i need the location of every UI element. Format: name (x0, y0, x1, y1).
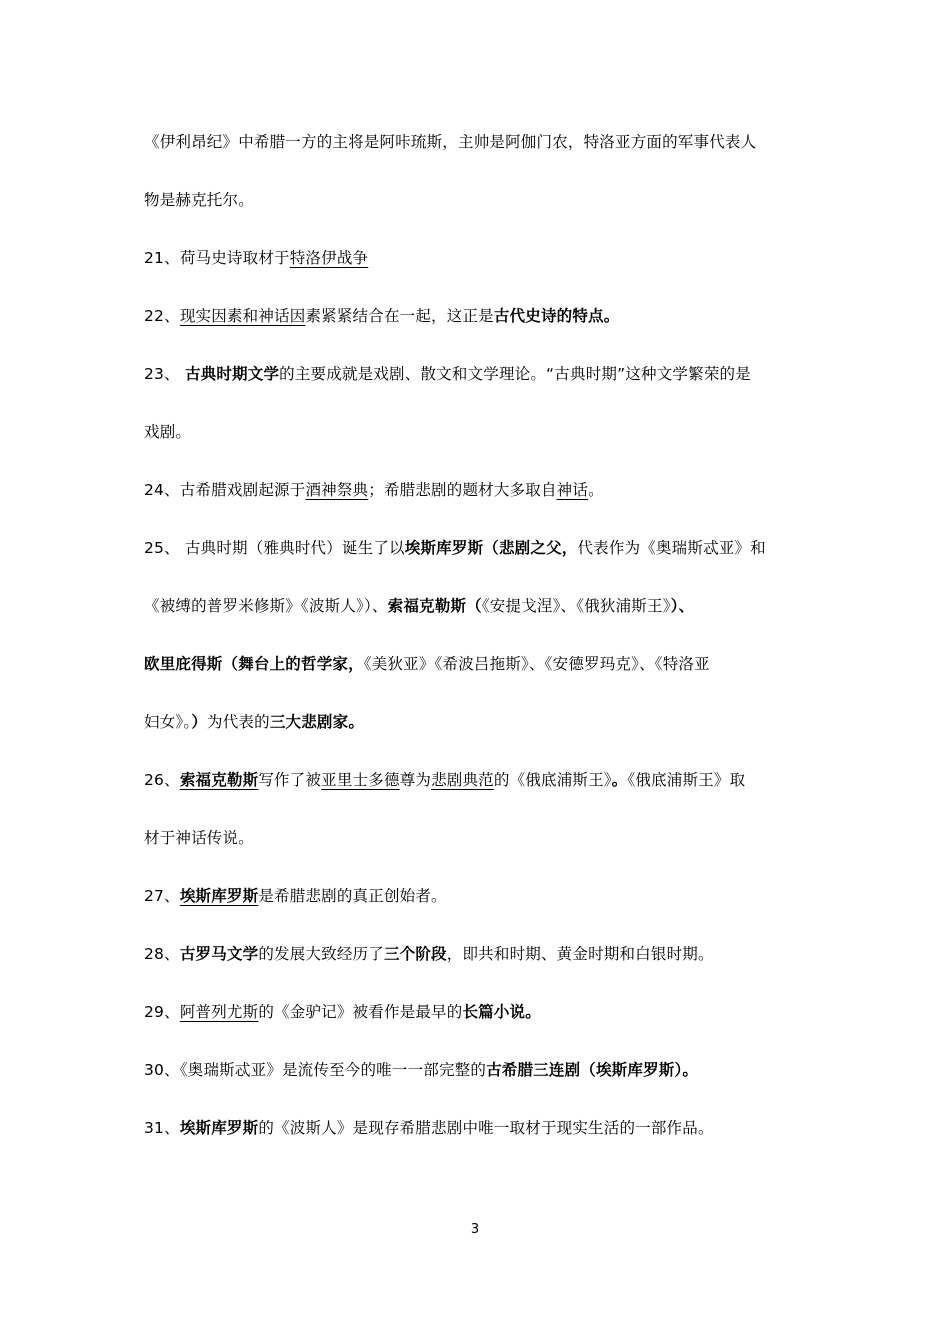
text: 《美狄亚》《希波吕拖斯》、《安德罗玛克》、《特洛亚 (363, 655, 710, 673)
bold-answer: 古典时期文学 (184, 365, 280, 383)
text: 的《俄底浦斯王》 (493, 771, 612, 789)
item-28 (144, 944, 824, 964)
item-25-cont-3 (144, 712, 824, 732)
bold-answer: 三大悲剧家。 (269, 713, 365, 731)
text-line-iliad (144, 132, 824, 152)
bold-answer: 埃斯库罗斯（悲剧之父， (404, 539, 578, 557)
underlined-answer: 特洛伊战争 (289, 249, 369, 267)
text: 的《金驴记》被看作是最早的 (258, 1003, 463, 1021)
text: 《安提戈涅》、《俄狄浦斯王》 (481, 597, 671, 615)
underlined-answer: 阿普列尤斯 (179, 1003, 259, 1021)
underlined-answer: 埃斯库罗斯 (179, 887, 259, 905)
text: 31、 (144, 1119, 180, 1137)
bold-answer: 古罗马文学 (179, 945, 259, 963)
text: 25、 古典时期（雅典时代）诞生了以 (144, 539, 405, 557)
text: 29、 (144, 1003, 180, 1021)
item-31 (144, 1118, 824, 1138)
item-23-cont (144, 422, 824, 442)
text-line-iliad-cont (144, 190, 824, 210)
text: 物是赫克托尔。 (144, 191, 254, 209)
text: 的主要成就是戏剧、散文和文学理论。“古典时期”这种文学繁荣的是 (279, 365, 751, 383)
item-26-cont (144, 828, 824, 848)
page-number: 3 (470, 1222, 480, 1237)
text: 的发展大致经历了 (258, 945, 384, 963)
text: 30、《奥瑞斯忒亚》是流传至今的唯一一部完整的 (144, 1061, 487, 1079)
item-25 (144, 538, 824, 558)
underlined-answer: 悲剧典范 (431, 771, 494, 789)
text: ，即共和时期、黄金时期和白银时期。 (446, 945, 714, 963)
text: 写作了被 (258, 771, 322, 789)
text: 素紧紧结合在一起，这正是 (305, 307, 494, 325)
item-21 (144, 248, 824, 268)
item-23 (144, 364, 824, 384)
bold-answer: ）、 (670, 597, 695, 615)
bold-answer: 古希腊三连剧（埃斯库罗斯）。 (486, 1061, 699, 1079)
text: 26、 (144, 771, 180, 789)
item-30 (144, 1060, 824, 1080)
underlined-answer: 索福克勒斯 (179, 771, 259, 789)
text: 戏剧。 (144, 423, 192, 441)
bold-answer: ） (191, 713, 208, 731)
bold-punctuation: 。 (611, 771, 628, 789)
text: 《伊利昂纪》中希腊一方的主将是阿咔琉斯，主帅是阿伽门农，特洛亚方面的军事代表人 (144, 133, 757, 151)
underlined-answer: 现实因素和神话因 (179, 307, 306, 325)
item-24 (144, 480, 824, 500)
item-26 (144, 770, 824, 790)
underlined-answer: 神话 (556, 481, 589, 499)
text: 28、 (144, 945, 180, 963)
bold-answer: 古代史诗的特点。 (493, 307, 620, 325)
underlined-answer: 亚里士多德 (321, 771, 400, 789)
text: 尊为 (399, 771, 432, 789)
text: 22、 (144, 307, 180, 325)
text: 妇女》。 (144, 713, 192, 731)
text: 是希腊悲剧的真正创始者。 (258, 887, 447, 905)
text: 《被缚的普罗米修斯》《波斯人》）、 (144, 597, 388, 615)
item-27 (144, 886, 824, 906)
item-25-cont-1 (144, 596, 824, 616)
text: 的《波斯人》是现存希腊悲剧中唯一取材于现实生活的一部作品。 (258, 1119, 714, 1137)
item-22 (144, 306, 824, 326)
text: 21、荷马史诗取材于 (144, 249, 290, 267)
text: 为代表的 (207, 713, 270, 731)
item-25-cont-2 (144, 654, 824, 674)
underlined-answer: 酒神祭典 (305, 481, 369, 499)
text: 24、古希腊戏剧起源于 (144, 481, 306, 499)
text: 材于神话传说。 (144, 829, 254, 847)
bold-answer: 三个阶段 (383, 945, 447, 963)
bold-answer: 长篇小说。 (462, 1003, 541, 1021)
item-29 (144, 1002, 824, 1022)
text: 代表作为《奥瑞斯忒亚》和 (577, 539, 766, 557)
text: 《俄底浦斯王》取 (627, 771, 746, 789)
text: ；希腊悲剧的题材大多取自 (368, 481, 557, 499)
text: 。 (588, 481, 604, 499)
text: 27、 (144, 887, 180, 905)
bold-answer: 欧里庇得斯（舞台上的哲学家， (144, 655, 364, 673)
bold-answer: 索福克勒斯（ (387, 597, 482, 615)
bold-answer: 埃斯库罗斯 (179, 1119, 259, 1137)
text: 23、 (144, 365, 185, 383)
